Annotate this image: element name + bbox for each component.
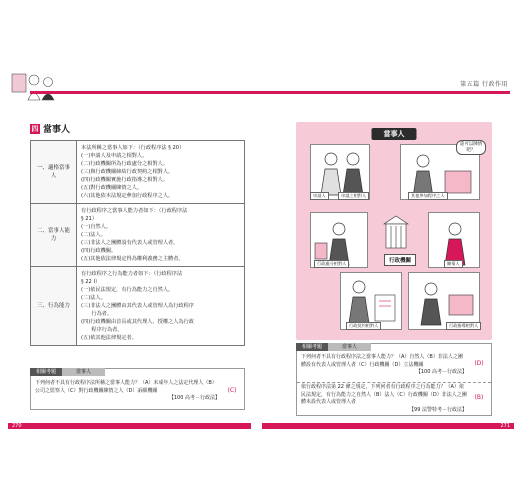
related-exam-box bbox=[30, 368, 245, 410]
row-line: (四)行政機關實施行政指導之相對人。 bbox=[81, 177, 169, 183]
section-title bbox=[30, 122, 70, 135]
row-line: (一)自然人。 bbox=[81, 224, 111, 230]
label-petitioner: 陳情人 bbox=[444, 260, 463, 268]
row-line: (二)行政機關所為行政處分之相對人。 bbox=[81, 161, 169, 167]
row-line: 本法所稱之當事人如下：（行政程序法 § 20） bbox=[81, 145, 185, 151]
label-applicant: 申請人 bbox=[310, 192, 329, 200]
page-number-left: 270 bbox=[12, 423, 22, 429]
row-line: (一)申請人及申請之相對人。 bbox=[81, 153, 148, 159]
party-illustration bbox=[296, 122, 492, 340]
row-line: (三)與行政機關締結行政契約之相對人。 bbox=[81, 169, 174, 175]
exam-tab-label: 相關考題 bbox=[296, 343, 328, 351]
label-guidance-counterpart: 行政指導相對人 bbox=[446, 322, 481, 330]
exam-tab bbox=[296, 343, 371, 351]
exam-source: 【100 高考－行政法】 bbox=[415, 369, 467, 375]
row-line: (三)非法人之團體由其代表人或管理人為行政程序 bbox=[81, 303, 194, 309]
government-building-icon bbox=[382, 214, 410, 254]
row-line: § 21） bbox=[81, 216, 98, 222]
row-head: 三、行為能力 bbox=[31, 267, 77, 346]
label-counterpart: 申請之相對人 bbox=[338, 192, 369, 200]
row-line: (五)其他依法律規定得為權利義務之主體者。 bbox=[81, 256, 184, 262]
section-title-text: 當事人 bbox=[43, 125, 71, 135]
row-line: (二)法人。 bbox=[81, 295, 106, 301]
row-line: (五)依其他法律規定者。 bbox=[81, 335, 137, 341]
row-line: (四)行政機關。 bbox=[81, 248, 117, 254]
related-exam-box bbox=[296, 343, 492, 416]
section-number: 四 bbox=[31, 124, 39, 133]
row-line: 行為者。 bbox=[81, 311, 113, 317]
exam-topic-label: 當事人 bbox=[62, 368, 105, 376]
corner-illustration bbox=[10, 70, 60, 104]
speech-bubble: 還可以陳情吧？ bbox=[456, 140, 486, 155]
illustration-title: 當事人 bbox=[372, 128, 417, 140]
row-line: (二)法人。 bbox=[81, 232, 106, 238]
label-contract-counterpart: 行政契約相對人 bbox=[346, 322, 381, 330]
label-other-participant: 其他參加程序之人 bbox=[408, 192, 448, 200]
exam-question bbox=[301, 384, 467, 414]
exam-question bbox=[301, 354, 467, 377]
exam-question-text: 下列何者不具有行政程序法所稱之當事人能力？（A）未成年人之法定代理人（B）公司之監察人（C）對行政機關陳情之人（D）訴願機關 bbox=[35, 380, 217, 394]
row-head: 二、當事人能力 bbox=[31, 204, 77, 267]
exam-answer: (B) bbox=[474, 394, 484, 401]
row-line: (三)非法人之團體設有代表人或管理人者。 bbox=[81, 240, 179, 246]
exam-answer: (D) bbox=[474, 360, 484, 367]
center-label: 行政機關 bbox=[384, 254, 416, 266]
exam-source: 【99 法警特考－行政法】 bbox=[409, 406, 467, 413]
row-line: 有行政程序之行為能力者如下：（行政程序法 bbox=[81, 271, 183, 277]
page-number-right: 271 bbox=[500, 423, 510, 429]
table-row bbox=[31, 204, 245, 267]
exam-question-text: 依行政程序法第 22 條之規定，下列何者有行政程序之行為能力？（A）依民法規定，有行為能力之自然人（B）法人（C）行政機關（D）非法人之團體未設代表人或管理人者 bbox=[301, 384, 467, 405]
header-rule bbox=[30, 91, 510, 94]
row-line: (六)其他依本法規定參加行政程序之人。 bbox=[81, 193, 174, 199]
table-row bbox=[31, 141, 245, 204]
definition-table bbox=[30, 140, 245, 346]
exam-tab-label: 相關考題 bbox=[30, 368, 62, 376]
row-body bbox=[77, 204, 245, 267]
row-line: 程序行為者。 bbox=[81, 327, 123, 333]
exam-tab bbox=[30, 368, 105, 376]
row-line: 有行政程序之當事人能力者如下：（行政程序法 bbox=[81, 208, 188, 214]
exam-question-text: 下列何者不具有行政程序法之當事人能力？（A）自然人（B）非法人之團體設有代表人或管理人者（C）行政機關（D）立法機關 bbox=[301, 354, 463, 368]
chapter-header: 第五篇 行政作用 bbox=[460, 81, 508, 88]
table-row bbox=[31, 267, 245, 346]
row-line: (一)依民法規定，有行為能力之自然人。 bbox=[81, 287, 174, 293]
row-line: (五)對行政機關陳情之人。 bbox=[81, 185, 143, 191]
row-body bbox=[77, 267, 245, 346]
label-disposition-counterpart: 行政處分相對人 bbox=[314, 260, 349, 268]
row-body bbox=[77, 141, 245, 204]
exam-answer: (C) bbox=[227, 387, 237, 394]
exam-question bbox=[35, 380, 220, 403]
footer-bar-right bbox=[262, 423, 514, 429]
row-line: (四)行政機關由首長或其代理人、授權之人為行政 bbox=[81, 319, 194, 325]
exam-source: 【100 高考－行政法】 bbox=[168, 395, 220, 401]
row-head: 一、適格當事人 bbox=[31, 141, 77, 204]
exam-divider bbox=[297, 382, 491, 383]
exam-topic-label: 當事人 bbox=[328, 343, 371, 351]
row-line: § 22 I） bbox=[81, 279, 101, 285]
footer-bar-left bbox=[8, 423, 251, 429]
